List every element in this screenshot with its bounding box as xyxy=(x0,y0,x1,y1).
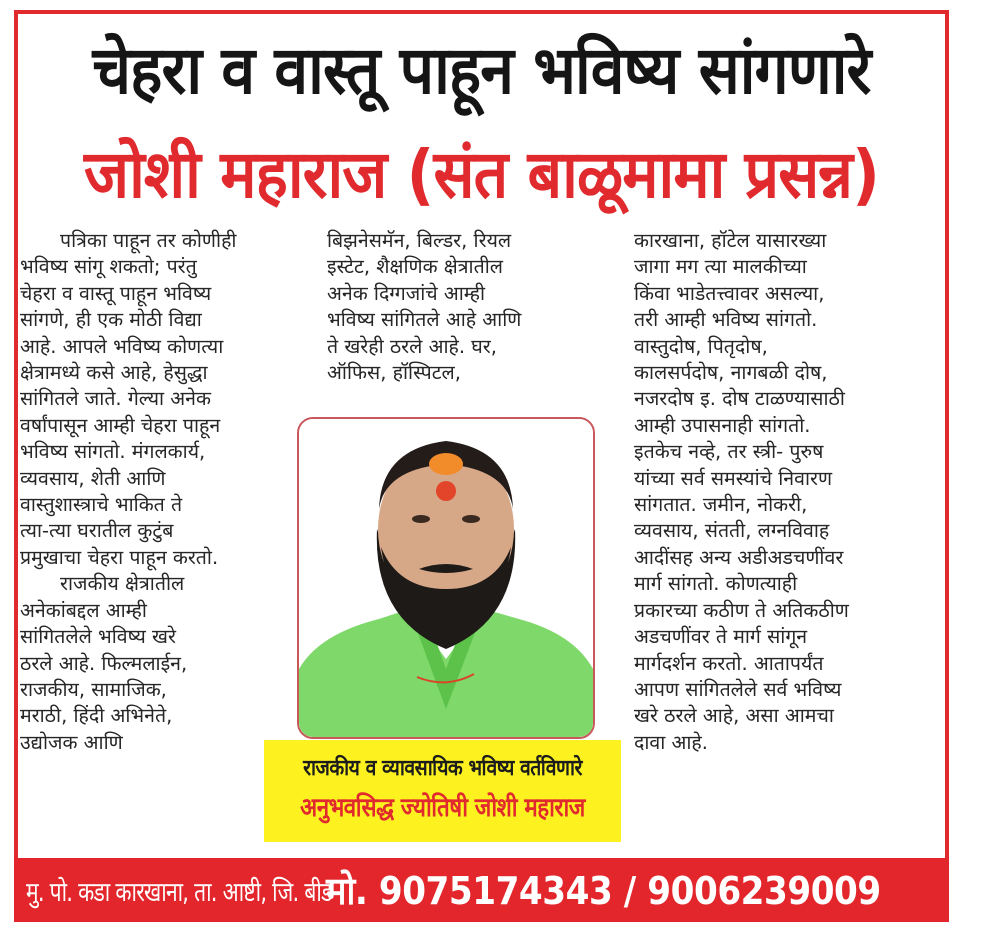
body-text-line: बिझनेसमॅन, बिल्डर, रियल xyxy=(327,229,512,252)
body-text-line: अनेकांबद्दल आम्ही xyxy=(20,598,147,622)
body-text-line: नजरदोष इ. दोष टाळण्यासाठी xyxy=(634,387,845,411)
body-text-line: सांगितलेले भविष्य खरे xyxy=(20,625,176,649)
body-text-line: प्रमुखाचा चेहरा पाहून करतो. xyxy=(20,545,219,569)
contact-footer xyxy=(14,858,949,922)
body-text-line: सांगतात. जमीन, नोकरी, xyxy=(634,493,808,517)
body-text-line: चेहरा व वास्तू पाहून भविष्य xyxy=(20,281,212,305)
body-text-line: तरी आम्ही भविष्य सांगतो. xyxy=(634,308,818,332)
body-text-line: वास्तुशास्त्राचे भाकित ते xyxy=(20,493,183,517)
body-text-line: आम्ही उपासनाही सांगतो. xyxy=(634,413,811,437)
caption-line-1: राजकीय व व्यावसायिक भविष्य वर्तविणारे xyxy=(303,756,582,781)
body-text-line: त्या-त्या घरातील कुटुंब xyxy=(20,519,174,543)
footer-phone-numbers: मो. 9075174343 / 9006239009 xyxy=(326,869,881,913)
caption-line-2: अनुभवसिद्ध ज्योतिषी जोशी महाराज xyxy=(300,793,585,823)
body-text-line: मार्गदर्शन करतो. आतापर्यंत xyxy=(634,651,824,675)
body-text-line: यांच्या सर्व समस्यांचे निवारण xyxy=(634,466,833,490)
portrait-illustration-icon xyxy=(299,419,593,737)
headline-primary: चेहरा व वास्तू पाहून भविष्य सांगणारे xyxy=(92,32,871,109)
body-text-line: सांगितले जाते. गेल्या अनेक xyxy=(20,387,211,411)
body-text-line: आहे. आपले भविष्य कोणत्या xyxy=(20,334,224,358)
body-text-line: मार्ग सांगतो. कोणत्याही xyxy=(634,572,798,596)
body-text-line: अडचणींवर ते मार्ग सांगून xyxy=(634,625,808,649)
body-text-line: मराठी, हिंदी अभिनेते, xyxy=(20,704,173,728)
body-text-line: ऑफिस, हॉस्पिटल, xyxy=(327,361,461,385)
body-text-line: पत्रिका पाहून तर कोणीही xyxy=(60,229,237,252)
body-text-line: खरे ठरले आहे, असा आमचा xyxy=(634,704,834,728)
body-text-line: इतकेच नव्हे, तर स्त्री- पुरुष xyxy=(634,440,824,464)
body-text-line: प्रकारच्या कठीण ते अतिकठीण xyxy=(634,598,849,622)
body-text-line: आदींसह अन्य अडीअडचणींवर xyxy=(634,545,844,569)
body-text-line: इस्टेट, शैक्षणिक क्षेत्रातील xyxy=(327,255,503,279)
body-text-line: कालसर्पदोष, नागबळी दोष, xyxy=(634,361,828,385)
body-text-line: राजकीय क्षेत्रातील xyxy=(60,572,185,596)
caption-banner xyxy=(264,740,621,842)
body-text-line: व्यवसाय, संतती, लग्नविवाह xyxy=(634,519,830,543)
body-text-line: भविष्य सांगितले आहे आणि xyxy=(327,308,522,332)
body-column-1 xyxy=(20,228,306,756)
body-text-line: भविष्य सांगतो. मंगलकार्य, xyxy=(20,440,206,464)
body-text-line: अनेक दिग्गजांचे आम्ही xyxy=(327,281,486,305)
body-text-line: कारखाना, हॉटेल यासारख्या xyxy=(634,229,827,252)
body-column-2 xyxy=(327,228,617,386)
body-text-line: उद्योजक आणि xyxy=(20,730,123,754)
portrait-photo xyxy=(297,417,595,739)
body-text-line: भविष्य सांगू शकतो; परंतु xyxy=(20,255,197,279)
body-text-line: किंवा भाडेतत्त्वावर असल्या, xyxy=(634,281,825,305)
body-text-line: वास्तुदोष, पितृदोष, xyxy=(634,334,768,358)
body-text-line: ठरले आहे. फिल्मलाईन, xyxy=(20,651,188,675)
headline-secondary: जोशी महाराज (संत बाळूमामा प्रसन्न) xyxy=(84,136,879,213)
body-text-line: राजकीय, सामाजिक, xyxy=(20,677,167,701)
body-text-line: आपण सांगितलेले सर्व भविष्य xyxy=(634,677,842,701)
body-text-line: क्षेत्रामध्ये कसे आहे, हेसुद्धा xyxy=(20,361,208,385)
body-text-line: ते खरेही ठरले आहे. घर, xyxy=(327,334,497,358)
body-text-line: वर्षांपासून आम्ही चेहरा पाहून xyxy=(20,413,221,437)
body-text-line: सांगणे, ही एक मोठी विद्या xyxy=(20,308,202,332)
footer-address: मु. पो. कडा कारखाना, ता. आष्टी, जि. बीड xyxy=(26,876,332,908)
body-text-line: जागा मग त्या मालकीच्या xyxy=(634,255,807,279)
body-column-3 xyxy=(634,228,934,756)
body-text-line: दावा आहे. xyxy=(634,730,708,754)
body-text-line: व्यवसाय, शेती आणि xyxy=(20,466,166,490)
